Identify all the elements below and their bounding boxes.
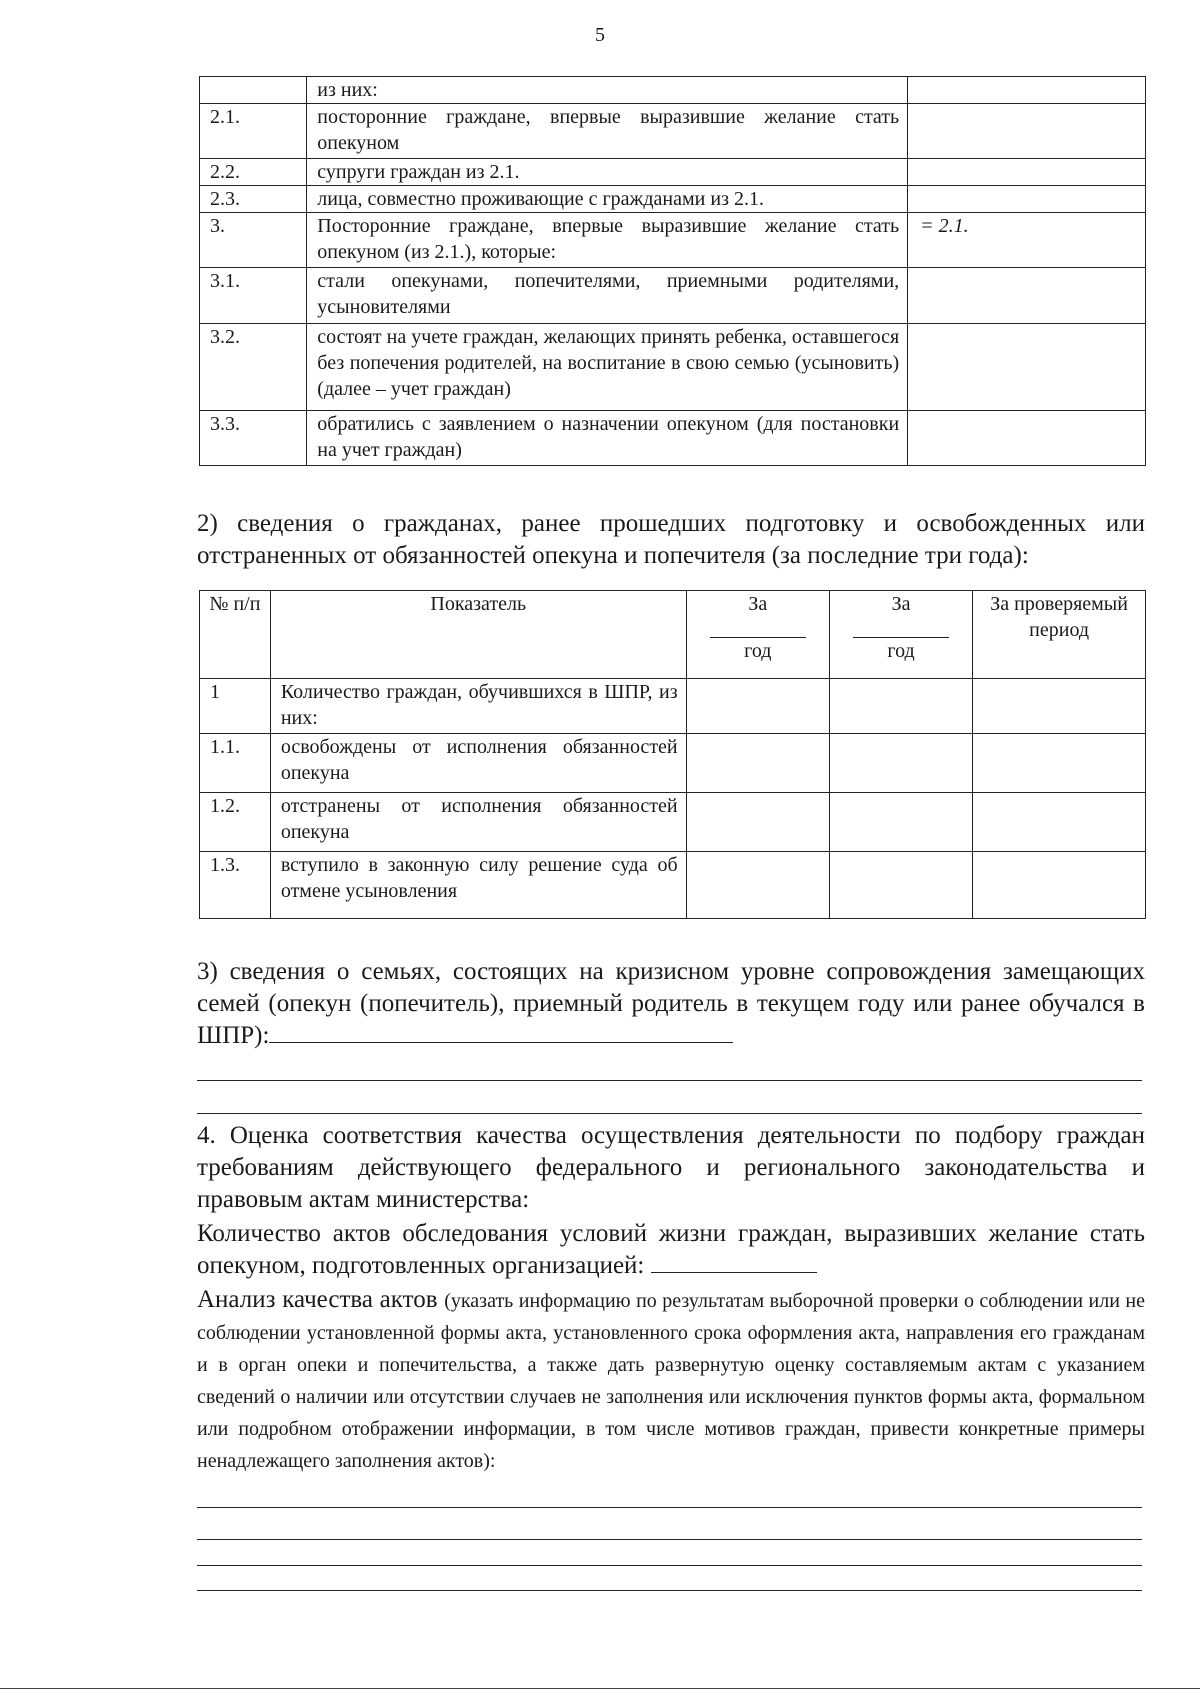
row-number: 3.3.	[200, 411, 307, 466]
table-row	[200, 734, 1146, 793]
row-value: = 2.1.	[908, 213, 1146, 268]
section-3-text	[197, 956, 1145, 1052]
column-header-number: № п/п	[200, 591, 271, 679]
cell-year-2	[829, 852, 972, 919]
section-2-heading: 2) сведения о гражданах, ранее прошедших подготовку и освобожденных или отстраненных от обязанностей опекуна и попечителя (за последние три года):	[197, 510, 1145, 569]
row-number: 3.2.	[200, 324, 307, 411]
table-row	[200, 186, 1146, 213]
year-2-unit: год	[887, 640, 915, 662]
table-row	[200, 852, 1146, 919]
row-text: посторонние граждане, впервые выразившие желание стать опекуном	[307, 104, 908, 159]
section-4-heading: 4. Оценка соответствия качества осуществления деятельности по подбору граждан требованиям действующего федерального и регионального законодательства и правовым актам министерства:	[197, 1122, 1145, 1213]
table-row	[200, 793, 1146, 852]
row-number: 3.	[200, 213, 307, 268]
acts-count-paragraph	[197, 1218, 1145, 1282]
row-value	[908, 159, 1146, 186]
cell-period	[973, 793, 1146, 852]
analysis-note: (указать информацию по результатам выборочной проверки о соблюдении или не соблюдении установленной формы акта, установленного срока оформления акта, направления его гражданам и в орган опеки и попечительства, а также дать развернутую оценку составляемым актам с указанием сведений о наличии или отсутствии случаев не заполнения или исключения пунктов формы акта, формальном или подробном отображении информации, в том числе мотивов граждан, привести конкретные примеры ненадлежащего заполнения актов):	[197, 1290, 1145, 1472]
table-row	[200, 324, 1146, 411]
year-1-blank	[710, 617, 806, 638]
blank-line	[197, 1590, 1142, 1591]
row-value	[908, 324, 1146, 411]
page-number: 5	[595, 24, 605, 46]
cell-year-2	[829, 679, 972, 734]
cell-year-1	[686, 852, 829, 919]
section-3-label: 3) сведения о семьях, состоящих на кризисном уровне сопровождения замещающих семей (опекун (попечитель), приемный родитель в текущем году или ранее обучался в ШПР):	[197, 958, 1145, 1049]
row-text: состоят на учете граждан, желающих принять ребенка, оставшегося без попечения родителей, на воспитание в свою семью (усыновить) (далее – учет граждан)	[307, 324, 908, 411]
row-text: супруги граждан из 2.1.	[307, 159, 908, 186]
acts-count-blank	[651, 1250, 817, 1273]
row-text: Посторонние граждане, впервые выразившие желание стать опекуном (из 2.1.), которые:	[307, 213, 908, 268]
column-header-year-2	[829, 591, 972, 679]
table-released-guardians	[199, 590, 1146, 919]
row-text: вступило в законную силу решение суда об отмене усыновления	[270, 852, 686, 919]
table-row	[200, 104, 1146, 159]
row-number: 2.2.	[200, 159, 307, 186]
row-number: 1.1.	[200, 734, 271, 793]
year-2-blank	[853, 617, 949, 638]
table-row	[200, 159, 1146, 186]
table-row	[200, 679, 1146, 734]
blank-line	[197, 1113, 1142, 1114]
cell-year-1	[686, 793, 829, 852]
table-row	[200, 268, 1146, 324]
row-number: 2.1.	[200, 104, 307, 159]
row-text: стали опекунами, попечителями, приемными родителями, усыновителями	[307, 268, 908, 324]
blank-line	[197, 1539, 1142, 1540]
table-row	[200, 77, 1146, 104]
year-1-label: За	[748, 593, 768, 615]
cell-period	[973, 679, 1146, 734]
cell-period	[973, 734, 1146, 793]
cell-period	[973, 852, 1146, 919]
row-value	[908, 411, 1146, 466]
row-value	[908, 77, 1146, 104]
row-value	[908, 268, 1146, 324]
row-number: 1	[200, 679, 271, 734]
row-number: 3.1.	[200, 268, 307, 324]
row-text: отстранены от исполнения обязанностей опекуна	[270, 793, 686, 852]
row-number	[200, 77, 307, 104]
row-value	[908, 104, 1146, 159]
analysis-paragraph	[197, 1284, 1145, 1476]
cell-year-1	[686, 679, 829, 734]
column-header-period: За проверяемый период	[973, 591, 1146, 679]
year-2-label: За	[891, 593, 911, 615]
row-text: лица, совместно проживающие с гражданами из 2.1.	[307, 186, 908, 213]
row-number: 1.2.	[200, 793, 271, 852]
table-row	[200, 213, 1146, 268]
row-text: из них:	[307, 77, 908, 104]
column-header-indicator: Показатель	[270, 591, 686, 679]
column-header-year-1	[686, 591, 829, 679]
cell-year-2	[829, 734, 972, 793]
cell-year-2	[829, 793, 972, 852]
analysis-lead: Анализ качества актов	[197, 1286, 438, 1313]
row-number: 1.3.	[200, 852, 271, 919]
blank-line	[197, 1565, 1142, 1566]
section-3-blank	[269, 1020, 733, 1043]
cell-year-1	[686, 734, 829, 793]
page-bottom-edge	[0, 1688, 1200, 1689]
acts-count-label: Количество актов обследования условий жизни граждан, выразивших желание стать опекуном, подготовленных организацией:	[197, 1220, 1145, 1279]
table-guardian-candidates	[199, 76, 1146, 466]
year-1-unit: год	[744, 640, 772, 662]
row-number: 2.3.	[200, 186, 307, 213]
table-row	[200, 411, 1146, 466]
row-text: освобождены от исполнения обязанностей опекуна	[270, 734, 686, 793]
table-header-row	[200, 591, 1146, 679]
blank-line	[197, 1080, 1142, 1081]
row-value	[908, 186, 1146, 213]
row-text: Количество граждан, обучившихся в ШПР, из них:	[270, 679, 686, 734]
blank-line	[197, 1507, 1142, 1508]
row-text: обратились с заявлением о назначении опекуном (для постановки на учет граждан)	[307, 411, 908, 466]
